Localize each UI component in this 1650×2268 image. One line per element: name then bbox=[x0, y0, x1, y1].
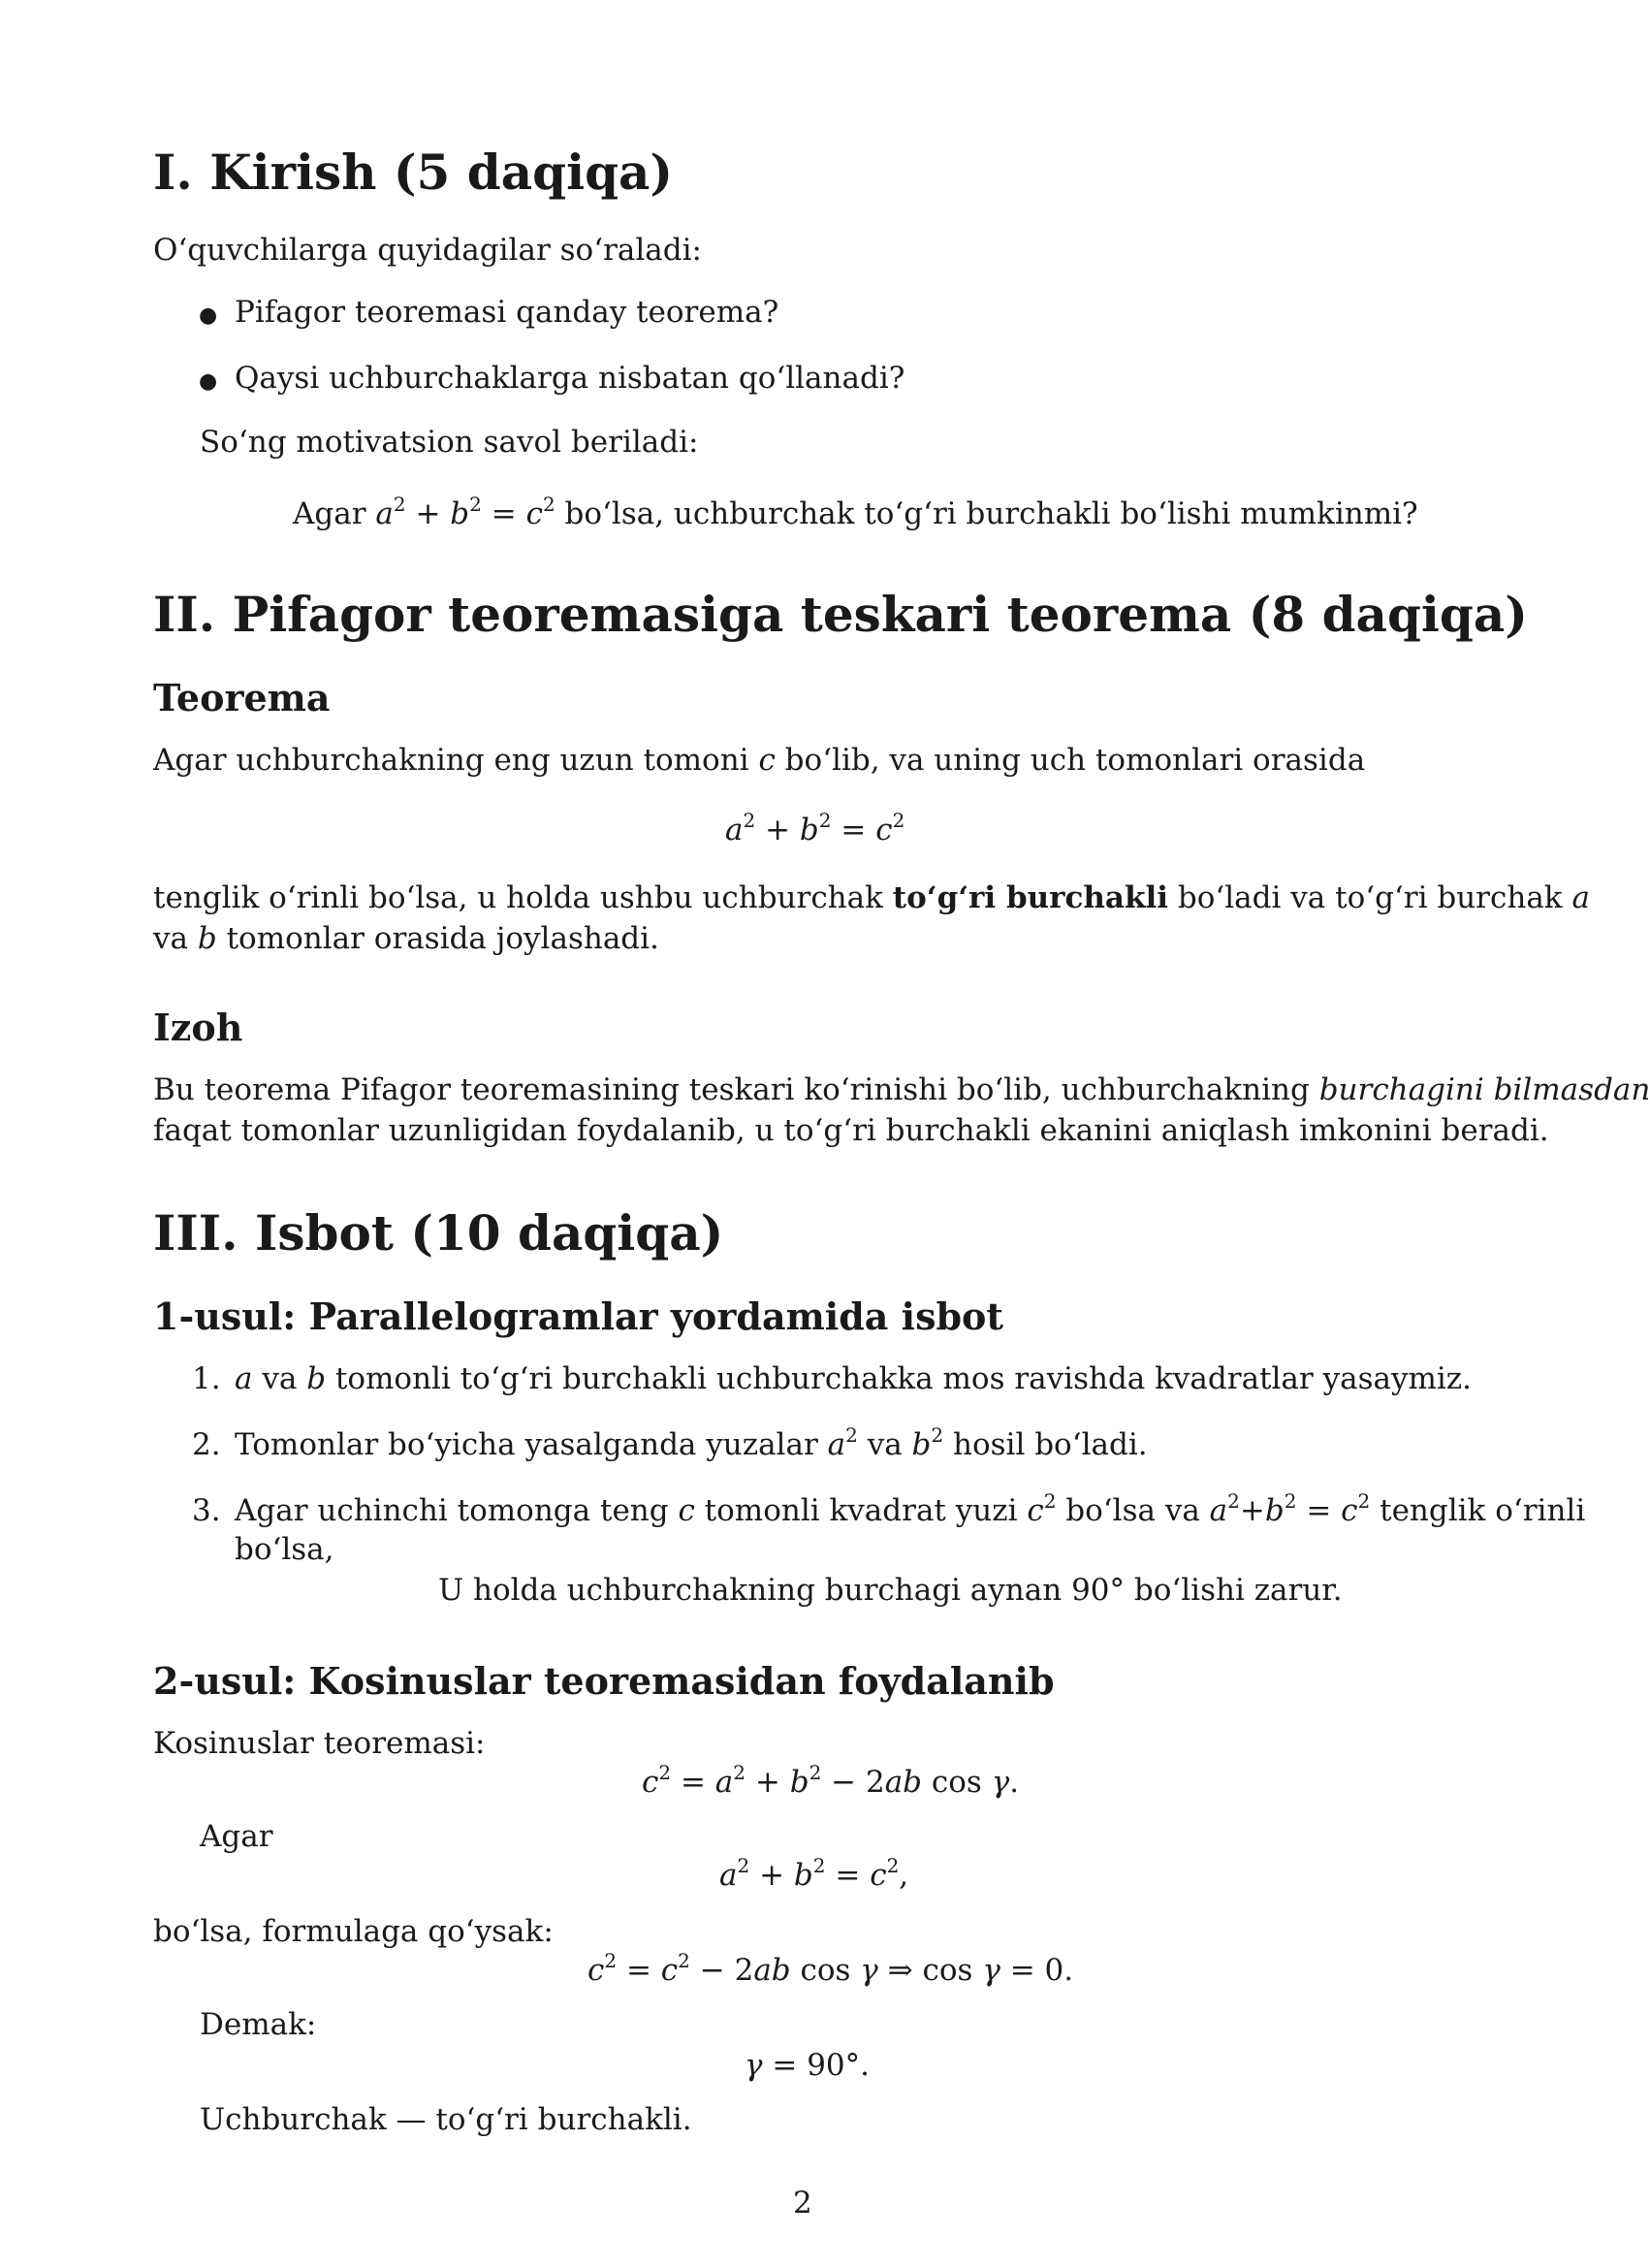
condition-formula bbox=[719, 1856, 908, 1895]
text: Tomonlar bo‘yicha yasalganda yuzalar bbox=[235, 1427, 828, 1462]
section-1-title: I. Kirish (5 daqiqa) bbox=[153, 144, 674, 201]
var-b: b bbox=[197, 921, 217, 956]
var-c: c bbox=[870, 1858, 887, 1893]
step-number: 1. bbox=[192, 1361, 221, 1396]
method-2-heading: 2-usul: Kosinuslar teoremasidan foydalanib bbox=[153, 1659, 1055, 1703]
bold-term: to‘g‘ri burchakli bbox=[892, 880, 1169, 915]
var-c: c bbox=[1341, 1493, 1358, 1528]
var-gamma: γ bbox=[991, 1765, 1010, 1800]
exponent: 2 bbox=[1284, 1489, 1297, 1513]
exponent: 2 bbox=[931, 1423, 944, 1447]
cosine-law-formula bbox=[642, 1763, 1019, 1802]
exponent: 2 bbox=[1357, 1489, 1371, 1513]
question-post: bo‘lsa, uchburchak to‘g‘ri burchakli bo‘lishi mumkinmi? bbox=[555, 496, 1418, 531]
var-c: c bbox=[587, 1953, 605, 1988]
bullet-text: Qaysi uchburchaklarga nisbatan qo‘llanadi? bbox=[235, 361, 905, 396]
var-ab: ab bbox=[753, 1953, 791, 1988]
var-b: b bbox=[799, 813, 819, 847]
var-a: a bbox=[1571, 880, 1590, 915]
demak-label: Demak: bbox=[200, 2007, 317, 2042]
cos-fn: cos bbox=[790, 1953, 861, 1988]
text: . bbox=[1009, 1765, 1020, 1800]
final-statement: Uchburchak — to‘g‘ri burchakli. bbox=[200, 2102, 692, 2137]
equals-sign: = bbox=[831, 813, 876, 847]
text: Agar uchburchakning eng uzun tomoni bbox=[153, 743, 759, 778]
var-b: b bbox=[306, 1361, 327, 1396]
var-b: b bbox=[1264, 1493, 1285, 1528]
bullet-text: Pifagor teoremasi qanday teorema? bbox=[235, 295, 779, 330]
var-a: a bbox=[719, 1858, 738, 1893]
exponent: 2 bbox=[1227, 1489, 1240, 1513]
var-gamma: γ bbox=[982, 1953, 1000, 1988]
motivation-intro: So‘ng motivatsion savol beriladi: bbox=[200, 425, 699, 460]
bullet-icon: ● bbox=[199, 303, 218, 328]
var-gamma: γ bbox=[860, 1953, 878, 1988]
plus-sign: + bbox=[405, 496, 451, 531]
plus-sign: + bbox=[755, 813, 800, 847]
var-a: a bbox=[375, 496, 394, 531]
text: bo‘ladi va to‘g‘ri burchak bbox=[1168, 880, 1572, 915]
text: Bu teorema Pifagor teoremasining teskari ko‘rinishi bo‘lib, uchburchakning bbox=[153, 1072, 1319, 1107]
exponent: 2 bbox=[812, 1854, 826, 1877]
exponent: 2 bbox=[678, 1949, 690, 1972]
var-b: b bbox=[793, 1858, 813, 1893]
var-b: b bbox=[911, 1427, 932, 1462]
step-2-text bbox=[235, 1425, 1148, 1464]
var-c: c bbox=[678, 1493, 695, 1528]
substitute-label: bo‘lsa, formulaga qo‘ysak: bbox=[153, 1914, 554, 1949]
var-c: c bbox=[525, 496, 543, 531]
var-c: c bbox=[660, 1953, 679, 1988]
var-a: a bbox=[725, 813, 744, 847]
exponent: 2 bbox=[658, 1761, 672, 1784]
text: = 0. bbox=[1000, 1953, 1074, 1988]
exponent: 2 bbox=[542, 493, 555, 516]
bullet-icon: ● bbox=[199, 369, 218, 394]
pythagoras-formula bbox=[725, 811, 904, 849]
theorem-line-3 bbox=[153, 919, 659, 958]
plus-sign: + bbox=[746, 1765, 790, 1800]
theorem-line-2 bbox=[153, 878, 1590, 917]
page-number: 2 bbox=[793, 2186, 812, 2220]
note-line-2: faqat tomonlar uzunligidan foydalanib, u to‘g‘ri burchakli ekanini aniqlash imkonini beradi. bbox=[153, 1113, 1549, 1148]
var-b: b bbox=[789, 1765, 809, 1800]
theorem-line-1 bbox=[153, 741, 1365, 780]
motivation-question bbox=[293, 495, 1418, 533]
note-line-1 bbox=[153, 1070, 1650, 1109]
step-3-text-line-2: bo‘lsa, bbox=[235, 1532, 334, 1567]
var-b: b bbox=[450, 496, 470, 531]
bullet-item bbox=[199, 359, 217, 401]
var-gamma: γ bbox=[745, 2048, 763, 2083]
var-ab: ab bbox=[884, 1765, 923, 1800]
italic-term: burchagini bilmasdan bbox=[1318, 1072, 1650, 1107]
cos-fn: cos bbox=[922, 1765, 992, 1800]
section-1-intro: O‘quvchilarga quyidagilar so‘raladi: bbox=[153, 233, 702, 268]
method-1-conclusion: U holda uchburchakning burchagi aynan 90° bo‘lishi zarur. bbox=[438, 1573, 1343, 1608]
text: tomonli to‘g‘ri burchakli uchburchakka mos ravishda kvadratlar yasaymiz. bbox=[326, 1361, 1472, 1396]
text: hosil bo‘ladi. bbox=[943, 1427, 1148, 1462]
var-c: c bbox=[642, 1765, 659, 1800]
step-number: 2. bbox=[192, 1427, 221, 1462]
plus-sign: + bbox=[749, 1858, 794, 1893]
exponent: 2 bbox=[393, 493, 406, 516]
exponent: 2 bbox=[1043, 1489, 1057, 1513]
implies-text: ⇒ cos bbox=[877, 1953, 983, 1988]
exponent: 2 bbox=[809, 1761, 822, 1784]
agar-label: Agar bbox=[200, 1819, 273, 1854]
text: Agar uchinchi tomonga teng bbox=[235, 1493, 679, 1528]
text: va bbox=[153, 921, 198, 956]
text: , bbox=[899, 1858, 909, 1893]
theorem-heading: Teorema bbox=[153, 676, 331, 719]
text: va bbox=[252, 1361, 307, 1396]
equals-sign: = bbox=[481, 496, 526, 531]
exponent: 2 bbox=[469, 493, 482, 516]
bullet-item bbox=[199, 293, 217, 335]
text: tomonlar orasida joylashadi. bbox=[216, 921, 659, 956]
var-a: a bbox=[714, 1765, 734, 1800]
text: va bbox=[857, 1427, 912, 1462]
equals-sign: = bbox=[825, 1858, 871, 1893]
method-1-heading: 1-usul: Parallelogramlar yordamida isbot bbox=[153, 1294, 1003, 1338]
exponent: 2 bbox=[737, 1854, 750, 1877]
exponent: 2 bbox=[743, 809, 756, 832]
exponent: 2 bbox=[818, 809, 832, 832]
cos-theorem-label: Kosinuslar teoremasi: bbox=[153, 1726, 486, 1761]
step-3-text: Agar uchinchi tomonga teng c tomonli kvadrat yuzi $c^2$ bo‘lsa va $a^2+b^2 = c^2$ tenglik o‘rinli bbox=[235, 1489, 1586, 1528]
step-1-text bbox=[235, 1359, 1472, 1398]
derived-formula bbox=[587, 1951, 1073, 1990]
section-3-title: III. Isbot (10 daqiqa) bbox=[153, 1204, 724, 1262]
var-c: c bbox=[875, 813, 893, 847]
exponent: 2 bbox=[604, 1949, 618, 1972]
question-pre: Agar bbox=[293, 496, 376, 531]
var-c: c bbox=[1027, 1493, 1044, 1528]
exponent: 2 bbox=[845, 1423, 858, 1447]
exponent: 2 bbox=[886, 1854, 900, 1877]
text: tomonli kvadrat yuzi bbox=[694, 1493, 1028, 1528]
exponent: 2 bbox=[892, 809, 905, 832]
text: = 90°. bbox=[762, 2048, 871, 2083]
text: tenglik o‘rinli bo‘lsa, u holda ushbu uchburchak bbox=[153, 880, 893, 915]
section-2-title: II. Pifagor teoremasiga teskari teorema (8 daqiqa) bbox=[153, 586, 1528, 643]
exponent: 2 bbox=[733, 1761, 746, 1784]
text: bo‘lsa va bbox=[1056, 1493, 1210, 1528]
equals-sign: = bbox=[671, 1765, 715, 1800]
equals-sign: = bbox=[617, 1953, 661, 1988]
gamma-result bbox=[745, 2046, 870, 2085]
step-number: 3. bbox=[192, 1493, 221, 1528]
var-c: c bbox=[758, 743, 776, 778]
text: − 2 bbox=[821, 1765, 885, 1800]
var-a: a bbox=[235, 1361, 253, 1396]
note-heading: Izoh bbox=[153, 1006, 243, 1049]
text: − 2 bbox=[689, 1953, 754, 1988]
equals-sign: = bbox=[1296, 1493, 1342, 1528]
text: tenglik o‘rinli bbox=[1370, 1493, 1586, 1528]
var-a: a bbox=[1209, 1493, 1228, 1528]
text: bo‘lib, va uning uch tomonlari orasida bbox=[775, 743, 1366, 778]
var-a: a bbox=[827, 1427, 846, 1462]
